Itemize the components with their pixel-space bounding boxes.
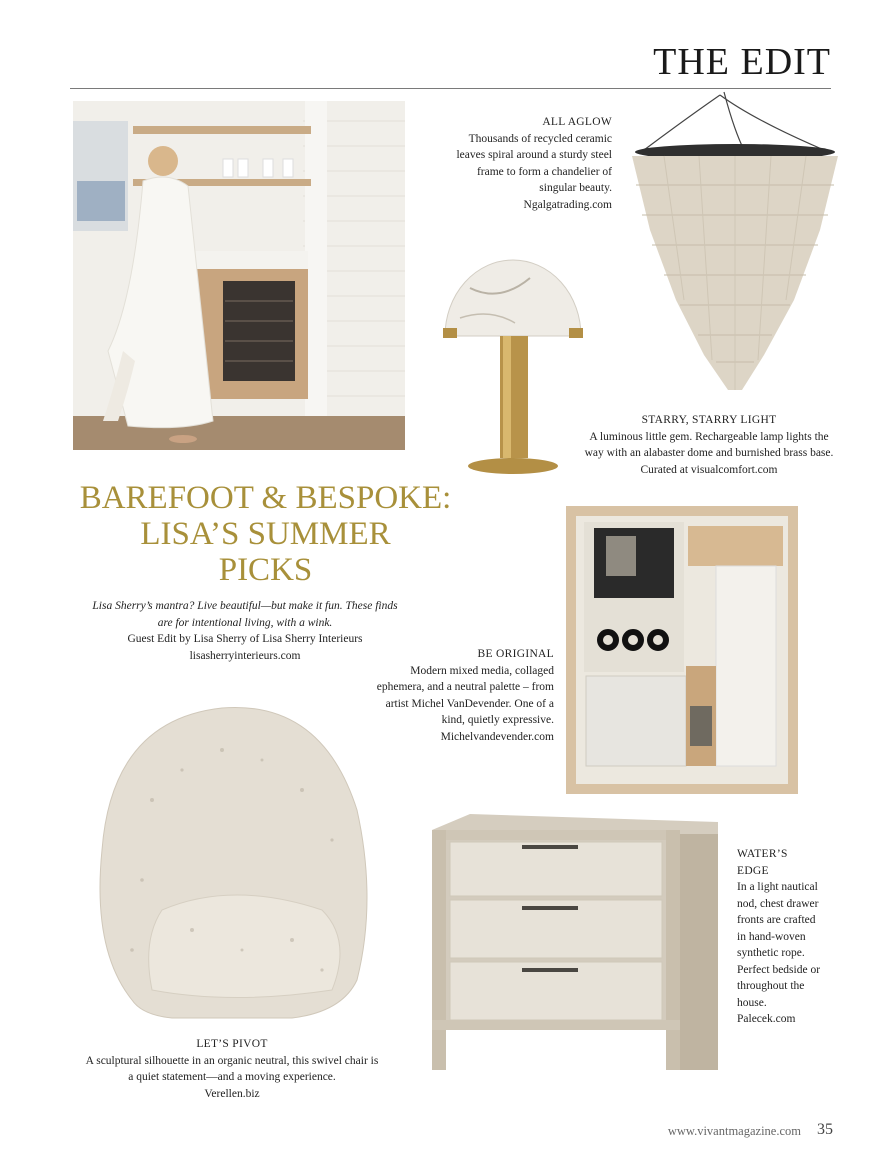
caption-line: synthetic rope.: [737, 947, 805, 959]
caption-waters-edge: [737, 846, 857, 1028]
caption-source: Palecek.com: [737, 1013, 796, 1025]
header-divider: [70, 88, 831, 89]
caption-title: EDGE: [737, 864, 769, 877]
framed-artwork-image: [566, 506, 798, 794]
caption-line: fronts are crafted: [737, 914, 816, 926]
caption-line: nod, chest drawer: [737, 897, 819, 910]
caption-line: a quiet statement—and a moving experience.: [128, 1071, 336, 1083]
intro-text: Lisa Sherry’s mantra? Live beautiful—but make it fun. These finds: [92, 600, 398, 612]
chandelier-image: [624, 90, 846, 400]
caption-source: Ngalgatrading.com: [523, 198, 612, 211]
headline-line: LISA’S SUMMER: [140, 516, 391, 552]
swivel-chair-image: [92, 700, 382, 1030]
caption-line: kind, quietly expressive.: [441, 714, 554, 726]
caption-line: leaves spiral around a sturdy steel: [456, 149, 612, 161]
caption-title: ALL AGLOW: [542, 116, 612, 128]
intro-text: are for intentional living, with a wink.: [157, 616, 333, 629]
caption-line: frame to form a chandelier of: [476, 165, 612, 178]
caption-line: A luminous little gem. Rechargeable lamp lights the: [589, 430, 829, 443]
caption-line: house.: [737, 996, 767, 1009]
caption-line: artist Michel VanDevender. One of a: [385, 697, 554, 710]
caption-line: In a light nautical: [737, 881, 818, 893]
caption-title: WATER’S: [737, 848, 788, 860]
lifestyle-photo: [73, 101, 405, 450]
guest-website: lisasherryinterieurs.com: [189, 649, 301, 662]
caption-lets-pivot: [62, 1036, 402, 1102]
caption-title: LET’S PIVOT: [196, 1038, 268, 1050]
caption-starry-light: [566, 412, 852, 478]
caption-be-original: [358, 646, 554, 745]
feature-headline: [58, 480, 473, 588]
caption-line: Modern mixed media, collaged: [410, 664, 554, 677]
caption-line: Perfect bedside or: [737, 963, 821, 976]
caption-line: singular beauty.: [539, 182, 612, 194]
caption-source: Curated at visualcomfort.com: [640, 463, 778, 476]
caption-source: Michelvandevender.com: [440, 730, 554, 743]
section-title: THE EDIT: [653, 41, 831, 83]
caption-line: Thousands of recycled ceramic: [468, 132, 612, 145]
table-lamp-image: [440, 248, 586, 476]
headline-line: PICKS: [218, 552, 313, 588]
footer-website: www.vivantmagazine.com: [667, 1124, 801, 1138]
caption-source: Verellen.biz: [204, 1087, 260, 1100]
headline-line: BAREFOOT & BESPOKE:: [79, 480, 452, 516]
caption-line: ephemera, and a neutral palette – from: [376, 681, 554, 693]
page-number: 35: [817, 1121, 833, 1138]
nightstand-image: [430, 812, 722, 1072]
caption-title: STARRY, STARRY LIGHT: [641, 414, 777, 426]
caption-line: A sculptural silhouette in an organic neutral, this swivel chair is: [85, 1054, 379, 1067]
caption-line: throughout the: [737, 980, 805, 992]
caption-line: way with an alabaster dome and burnished brass base.: [584, 447, 834, 459]
guest-byline: Guest Edit by Lisa Sherry of Lisa Sherry Interieurs: [127, 633, 363, 645]
caption-all-aglow: [430, 114, 612, 213]
caption-line: in hand-woven: [737, 930, 806, 943]
caption-title: BE ORIGINAL: [477, 648, 554, 660]
